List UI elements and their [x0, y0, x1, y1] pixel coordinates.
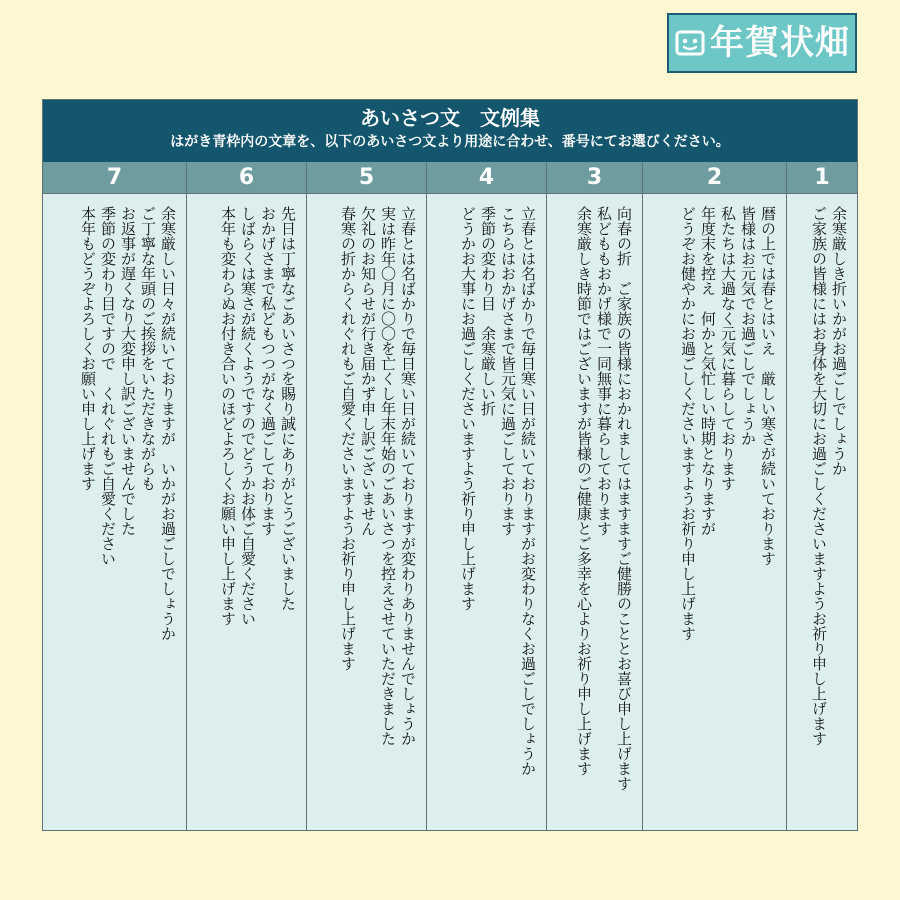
greeting-column-5[interactable] [306, 162, 426, 830]
greeting-columns [43, 162, 857, 830]
greeting-number: 4 [427, 162, 546, 194]
greeting-text: 立春とは名ばかりで毎日寒い日が続いておりますがお変わりなくお過ごしでしょうか こちらはおかげさまで皆元気に過ごしております 季節の変わり目 余寒厳しい折 どうかお大事にお過ごしくださいますよう祈り申し上げます [459, 206, 537, 776]
greeting-number: 7 [43, 162, 186, 194]
instructions-text: はがき青枠内の文章を、以下のあいさつ文より用途に合わせ、番号にてお選びください。 [170, 134, 730, 150]
postcard-face-icon [674, 27, 706, 59]
greeting-number: 3 [547, 162, 642, 194]
greeting-column-6[interactable] [186, 162, 306, 830]
greeting-column-3[interactable] [546, 162, 642, 830]
greeting-examples-table [42, 99, 858, 831]
brand-logo-text: 年賀状畑 [710, 23, 850, 63]
greeting-column-4[interactable] [426, 162, 546, 830]
greeting-text: 余寒厳しき折いかがお過ごしでしょうか ご家族の皆様にはお身体を大切にお過ごしくださいますようお祈り申し上げます [810, 206, 848, 746]
brand-logo [667, 13, 857, 73]
greeting-column-7[interactable] [43, 162, 186, 830]
greeting-text: 向春の折 ご家族の皆様におかれましてはますますご健勝のこととお喜び申し上げます 私どももおかげ様で一同無事に暮らしております 余寒厳しき時節ではございますが皆様のご健康とご多幸を心よりお祈り申し上げます [575, 206, 633, 791]
greeting-text: 暦の上では春とはいえ 厳しい寒さが続いております 皆様はお元気でお過ごしでしょうか 私たちは大過なく元気に暮らしております 年度末を控え 何かと気忙しい時期となりますが どうぞお健やかにお過ごしくださいますようお祈り申し上げます [679, 206, 777, 641]
greeting-text: 先日は丁寧なごあいさつを賜り誠にありがとうございました おかげさまで私どもつつがなく過ごしております しばらくは寒さが続くようですのでどうかお体ご自愛ください 本年も変わらぬお付き合いのほどよろしくお願い申し上げます [219, 206, 297, 626]
table-header [43, 100, 857, 162]
greeting-number: 1 [787, 162, 857, 194]
greeting-number: 5 [307, 162, 426, 194]
greeting-text: 余寒厳しい日々が続いておりますが いかがお過ごしでしょうか ご丁寧な年頭のご挨拶をいただきながらも お返事が遅くなり大変申し訳ございませんでした 季節の変わり目ですので くれぐれもご自愛ください 本年もどうぞよろしくお願い申し上げます [79, 206, 177, 641]
greeting-number: 6 [187, 162, 306, 194]
greeting-text: 立春とは名ばかりで毎日寒い日が続いておりますが変わりありませんでしょうか 実は昨年〇月に〇〇を亡くし年末年始のごあいさつを控えさせていただきました 欠礼のお知らせが行き届かず申し訳ございません 春寒の折からくれぐれもご自愛くださいますようお祈り申し上げます [339, 206, 417, 746]
greeting-column-1[interactable] [786, 162, 857, 830]
greeting-column-2[interactable] [642, 162, 786, 830]
page-title: あいさつ文 文例集 [360, 106, 540, 130]
greeting-number: 2 [643, 162, 786, 194]
